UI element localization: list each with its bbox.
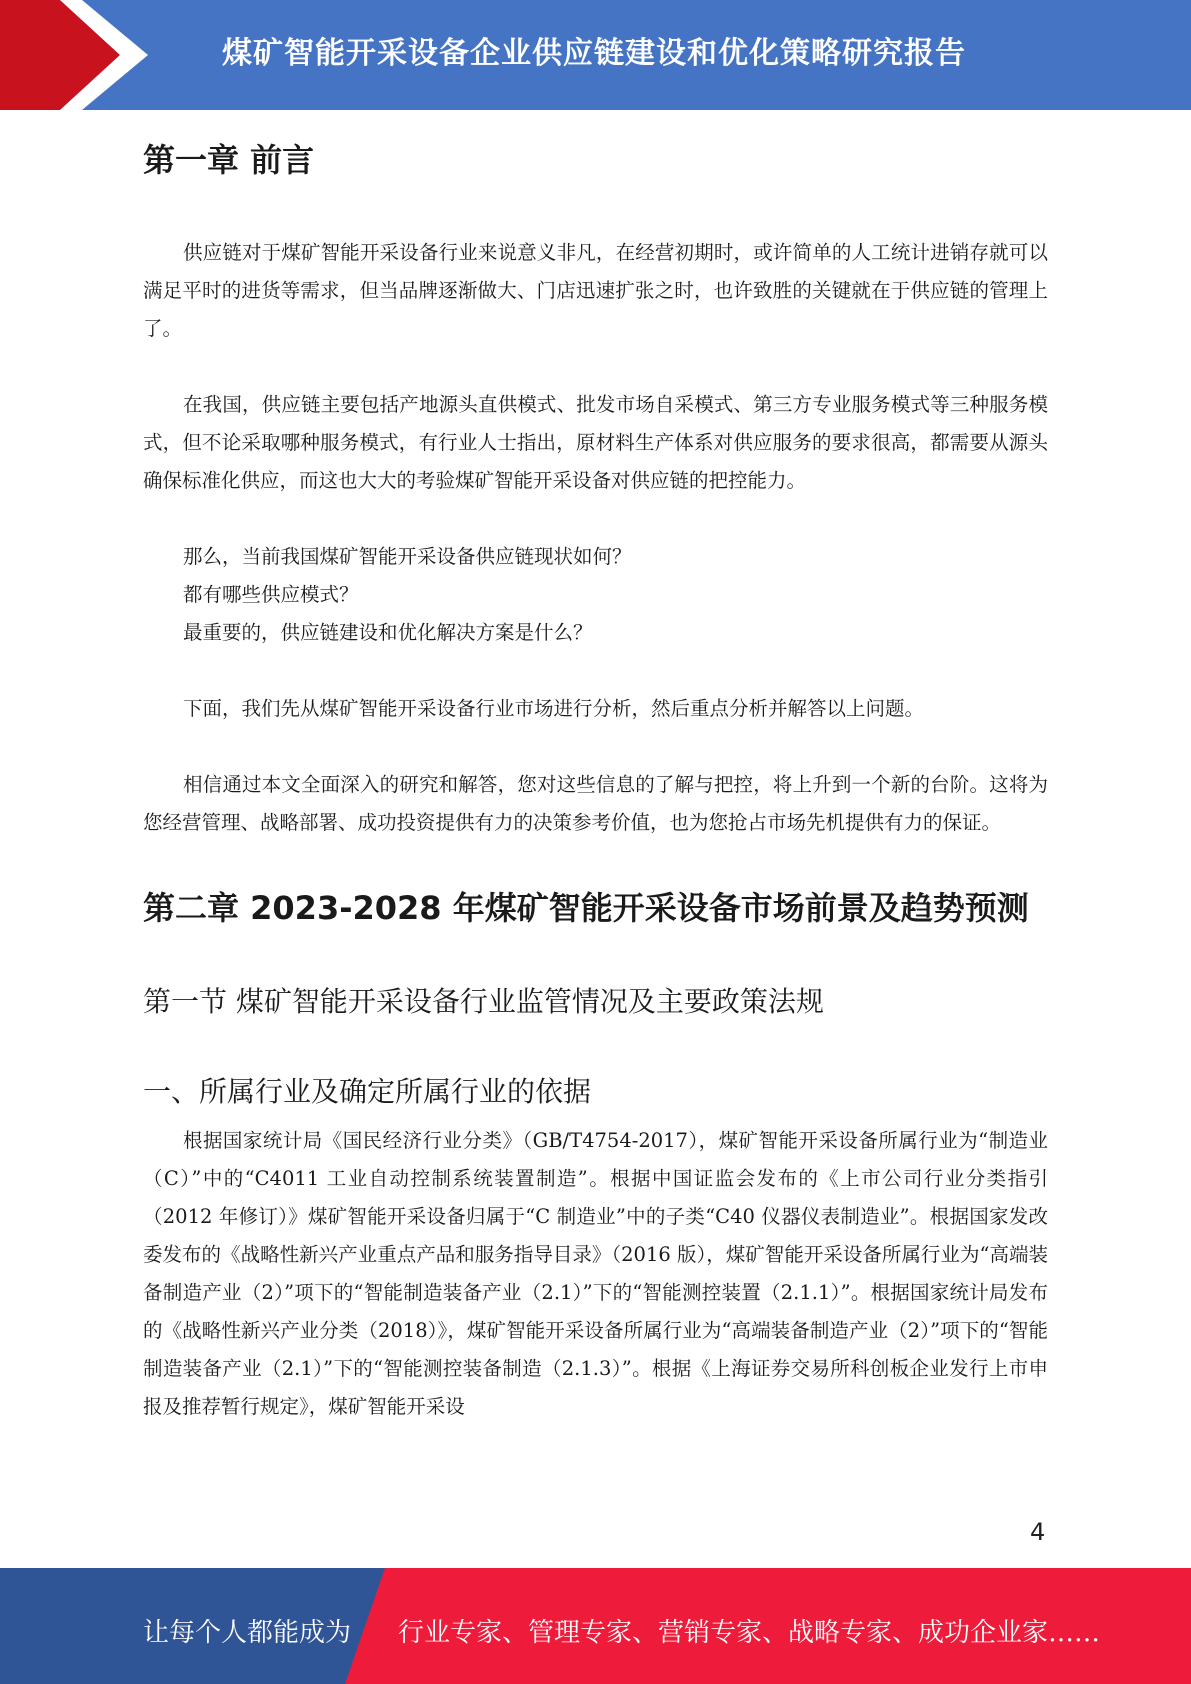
chapter-1-paragraph-4: 相信通过本文全面深入的研究和解答，您对这些信息的了解与把控，将上升到一个新的台阶。这将为您经营管理、战略部署、成功投资提供有力的决策参考价值，也为您抢占市场先机提供有力的保证。 (143, 773, 1048, 834)
question-2: 都有哪些供应模式？ (183, 583, 359, 606)
page-footer (0, 1568, 1191, 1684)
chapter-2-title: 第二章 2023-2028 年煤矿智能开采设备市场前景及趋势预测 (143, 889, 1029, 927)
page-content (143, 136, 1048, 1426)
report-title: 煤矿智能开采设备企业供应链建设和优化策略研究报告 (222, 36, 966, 71)
subsection-1-title: 一、所属行业及确定所属行业的依据 (143, 1075, 592, 1108)
chapter-1-paragraph-2: 在我国，供应链主要包括产地源头直供模式、批发市场自采模式、第三方专业服务模式等三种服务模式，但不论采取哪种服务模式，有行业人士指出，原材料生产体系对供应服务的要求很高，都需要从源头确保标准化供应，而这也大大的考验煤矿智能开采设备对供应链的把控能力。 (143, 393, 1048, 492)
chapter-1-title: 第一章 前言 (143, 141, 315, 179)
header-chevron-accent (0, 0, 160, 110)
section-1-title: 第一节 煤矿智能开采设备行业监管情况及主要政策法规 (143, 985, 824, 1018)
page-number: 4 (1030, 1518, 1046, 1546)
question-3: 最重要的，供应链建设和优化解决方案是什么？ (183, 621, 593, 644)
chapter-1-paragraph-3: 下面，我们先从煤矿智能开采设备行业市场进行分析，然后重点分析并解答以上问题。 (183, 697, 925, 720)
question-1: 那么，当前我国煤矿智能开采设备供应链现状如何？ (183, 545, 632, 568)
footer-slogan-right: 行业专家、管理专家、营销专家、战略专家、成功企业家…… (398, 1618, 1101, 1648)
page-header (0, 0, 1191, 110)
footer-slogan-left: 让每个人都能成为 (143, 1618, 352, 1648)
chapter-2-paragraph-1: 根据国家统计局《国民经济行业分类》（GB/T4754-2017），煤矿智能开采设备所属行业为“制造业（C）”中的“C4011 工业自动控制系统装置制造”。根据中国证监会发布的《上市公司行业分类指引（2012 年修订）》煤矿智能开采设备归属于“C 制造业”中的子类“C40 仪器仪表制造业”。根据国家发改委发布的《战略性新兴产业重点产品和服务指导目录》（2016 版），煤矿智能开采设备所属行业为“高端装备制造产业（2）”项下的“智能制造装备产业（2.1）”下的“智能测控装置（2.1.1）”。根据国家统计局发布的《战略性新兴产业分类（2018）》，煤矿智能开采设备所属行业为“高端装备制造产业（2）”项下的“智能制造装备产业（2.1）”下的“智能测控装备制造（2.1.3）”。根据《上海证券交易所科创板企业发行上市申报及推荐暂行规定》，煤矿智能开采设 (143, 1129, 1048, 1418)
chapter-1-paragraph-1: 供应链对于煤矿智能开采设备行业来说意义非凡，在经营初期时，或许简单的人工统计进销存就可以满足平时的进货等需求，但当品牌逐渐做大、门店迅速扩张之时，也许致胜的关键就在于供应链的管理上了。 (143, 241, 1048, 340)
